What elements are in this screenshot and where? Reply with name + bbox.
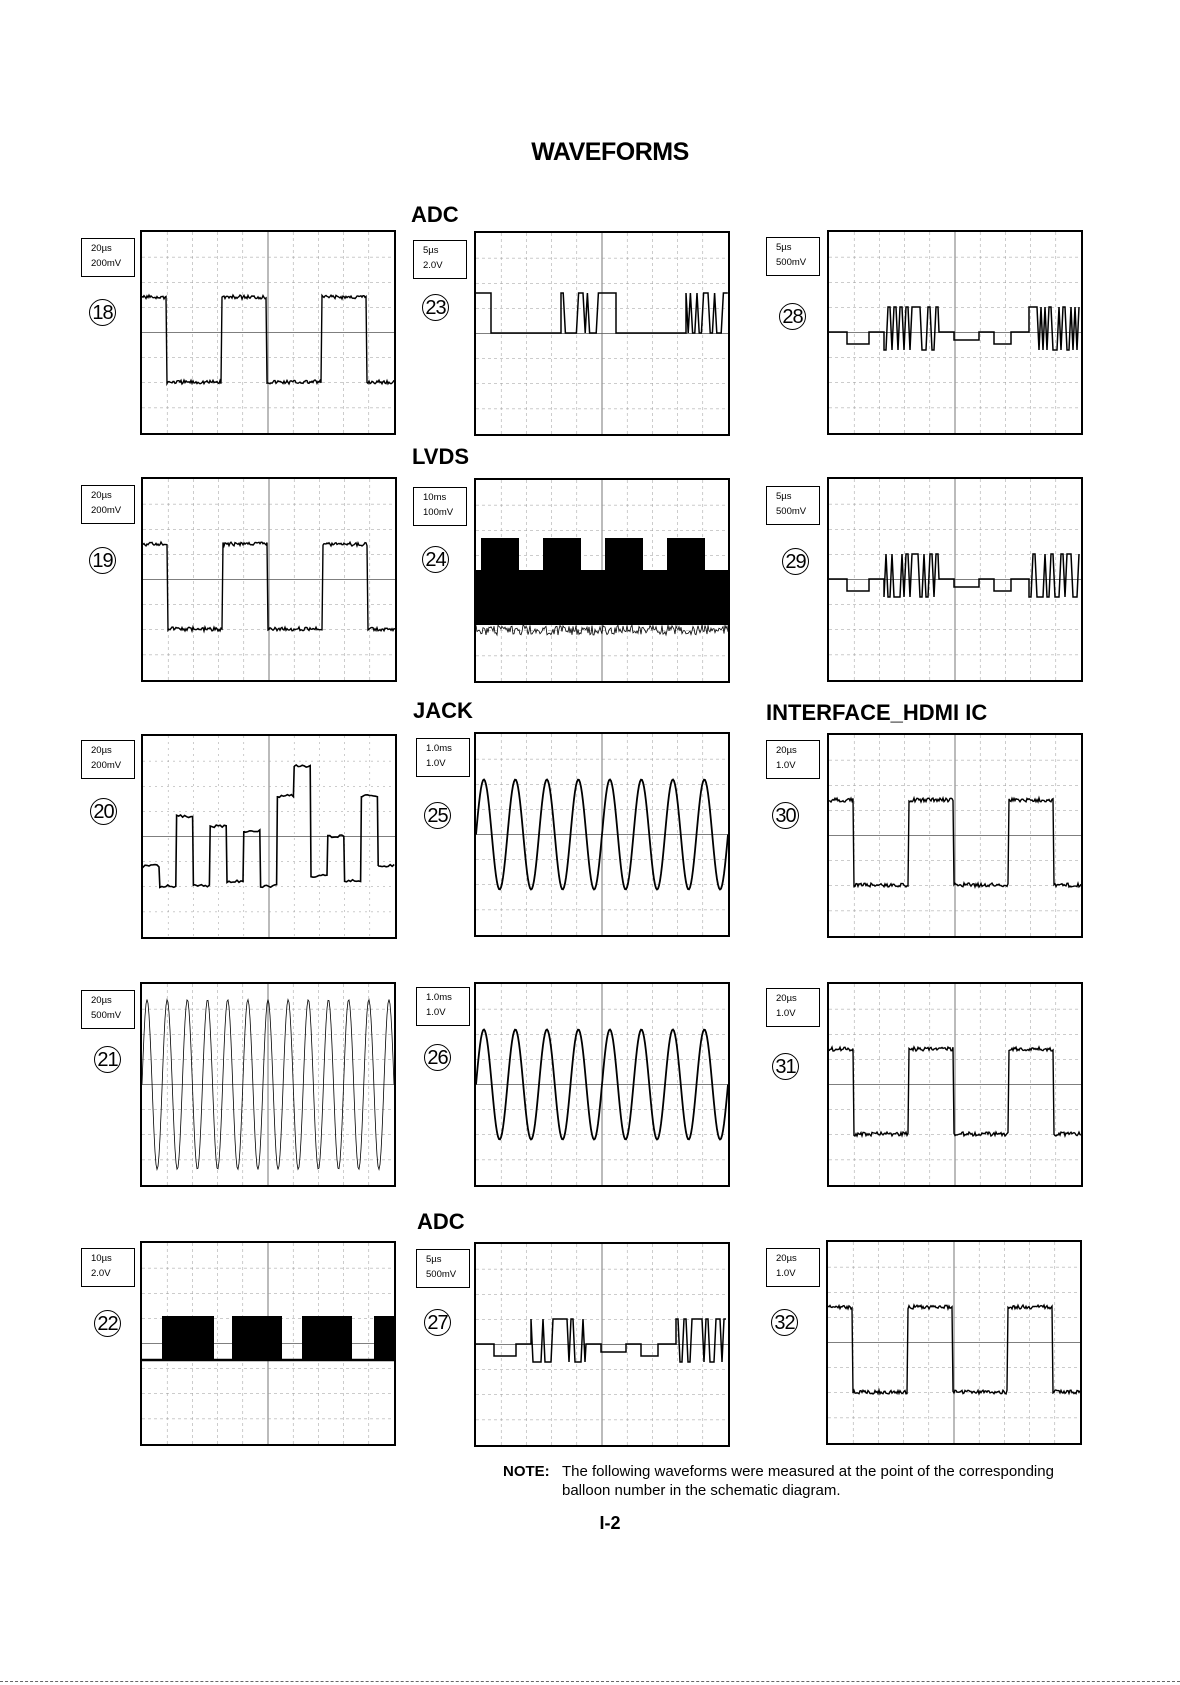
waveform-23 — [474, 231, 730, 436]
scale-box-25: 1.0ms 1.0V — [416, 738, 470, 777]
scale-box-27: 5µs 500mV — [416, 1249, 470, 1288]
balloon-21: 21 — [94, 1046, 121, 1073]
scale-box-30: 20µs 1.0V — [766, 740, 820, 779]
waveform-32 — [826, 1240, 1082, 1445]
footer-rule — [0, 1681, 1180, 1682]
page-number: I-2 — [599, 1513, 621, 1533]
waveform-27 — [474, 1242, 730, 1447]
scale-box-26: 1.0ms 1.0V — [416, 987, 470, 1026]
trace-26 — [476, 984, 728, 1185]
section-heading-adc-bottom: ADC — [417, 1209, 465, 1234]
waveform-19 — [141, 477, 397, 682]
scale-box-32: 20µs 1.0V — [766, 1248, 820, 1287]
waveform-29 — [827, 477, 1083, 682]
trace-31 — [829, 984, 1081, 1185]
trace-27 — [476, 1244, 728, 1445]
waveform-26 — [474, 982, 730, 1187]
balloon-27: 27 — [424, 1309, 451, 1336]
balloon-20: 20 — [90, 798, 117, 825]
scale-box-29: 5µs 500mV — [766, 486, 820, 525]
note-text: The following waveforms were measured at the point of the corresponding balloon number in the schematic diagram. — [562, 1463, 1054, 1499]
balloon-26: 26 — [424, 1044, 451, 1071]
balloon-25: 25 — [424, 802, 451, 829]
trace-29 — [829, 479, 1081, 680]
scale-box-18: 20µs 200mV — [81, 238, 135, 277]
trace-24 — [476, 480, 728, 681]
balloon-19: 19 — [89, 547, 116, 574]
trace-19 — [143, 479, 395, 680]
balloon-18: 18 — [89, 299, 116, 326]
scale-box-20: 20µs 200mV — [81, 740, 135, 779]
trace-20 — [143, 736, 395, 937]
balloon-22: 22 — [94, 1310, 121, 1337]
scale-box-24: 10ms 100mV — [413, 487, 467, 526]
waveform-20 — [141, 734, 397, 939]
waveform-31 — [827, 982, 1083, 1187]
trace-18 — [142, 232, 394, 433]
waveform-18 — [140, 230, 396, 435]
waveform-21 — [140, 982, 396, 1187]
trace-22 — [142, 1243, 394, 1444]
trace-25 — [476, 734, 728, 935]
balloon-29: 29 — [782, 548, 809, 575]
section-heading-jack: JACK — [413, 698, 473, 723]
balloon-28: 28 — [779, 303, 806, 330]
balloon-24: 24 — [422, 546, 449, 573]
balloon-32: 32 — [771, 1309, 798, 1336]
section-heading-interface-hdmi: INTERFACE_HDMI IC — [766, 700, 988, 725]
scale-box-19: 20µs 200mV — [81, 485, 135, 524]
trace-21 — [142, 984, 394, 1185]
trace-30 — [829, 735, 1081, 936]
balloon-31: 31 — [772, 1053, 799, 1080]
section-heading-lvds: LVDS — [412, 444, 470, 469]
page-title: WAVEFORMS — [531, 138, 689, 166]
waveform-30 — [827, 733, 1083, 938]
scale-box-22: 10µs 2.0V — [81, 1248, 135, 1287]
waveform-28 — [827, 230, 1083, 435]
note-label: NOTE: — [503, 1463, 550, 1480]
balloon-30: 30 — [772, 802, 799, 829]
waveform-22 — [140, 1241, 396, 1446]
trace-23 — [476, 233, 728, 434]
scale-box-31: 20µs 1.0V — [766, 988, 820, 1027]
waveform-24 — [474, 478, 730, 683]
scale-box-28: 5µs 500mV — [766, 237, 820, 276]
waveform-25 — [474, 732, 730, 937]
trace-28 — [829, 232, 1081, 433]
trace-32 — [828, 1242, 1080, 1443]
scale-box-21: 20µs 500mV — [81, 990, 135, 1029]
balloon-23: 23 — [422, 294, 449, 321]
scale-box-23: 5µs 2.0V — [413, 240, 467, 279]
section-heading-adc-top: ADC — [411, 202, 459, 227]
